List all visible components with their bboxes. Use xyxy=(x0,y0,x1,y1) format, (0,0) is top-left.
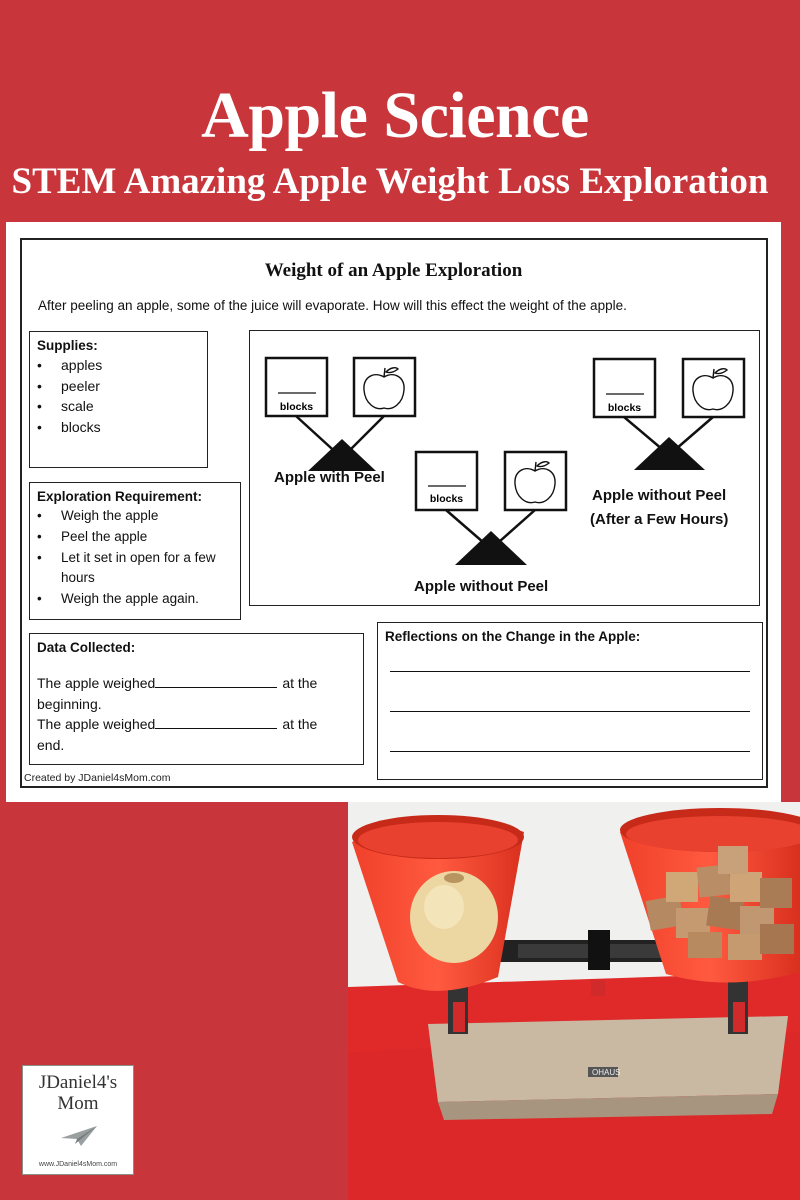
data-text: The apple weighed xyxy=(37,675,156,691)
list-item: • Let it set in open for a few hours xyxy=(37,548,240,590)
data-line-2 xyxy=(37,714,363,735)
apple-icon xyxy=(515,462,555,503)
reflection-line xyxy=(390,751,750,752)
blocks-label: blocks xyxy=(607,402,642,414)
supplies-box xyxy=(29,331,208,468)
data-line-1 xyxy=(37,673,363,694)
logo-line-1: JDaniel4's xyxy=(38,1072,118,1093)
apple-icon xyxy=(364,368,404,409)
data-line-2-cont: end. xyxy=(37,736,65,753)
apple-icon xyxy=(693,369,733,410)
apple-pan-box-3 xyxy=(683,359,744,417)
scale-label-after-hours-sub: (After a Few Hours) xyxy=(590,511,729,528)
exploration-box xyxy=(29,482,241,620)
exploration-heading: Exploration Requirement: xyxy=(37,489,203,504)
balance-scale-photo xyxy=(348,802,800,1200)
data-heading: Data Collected: xyxy=(37,640,136,655)
list-item: • Peel the apple xyxy=(37,527,240,548)
scale-brand: OHAUS xyxy=(592,1068,621,1077)
reflection-line xyxy=(390,711,750,712)
exploration-list xyxy=(37,506,240,610)
logo-url: www.JDaniel4sMom.com xyxy=(38,1161,118,1168)
blank-line xyxy=(155,715,277,729)
apple-pan-box-2 xyxy=(505,452,566,510)
data-collected-box xyxy=(29,633,364,765)
page-subtitle: STEM Amazing Apple Weight Loss Exploration xyxy=(11,161,769,202)
reflections-box xyxy=(377,622,763,780)
worksheet-intro: After peeling an apple, some of the juice will evaporate. How will this effect the weight of the apple. xyxy=(38,298,627,313)
reflections-heading: Reflections on the Change in the Apple: xyxy=(385,629,641,644)
reflection-line xyxy=(390,671,750,672)
supplies-list xyxy=(37,355,207,437)
data-text: at the xyxy=(282,716,318,732)
worksheet-title: Weight of an Apple Exploration xyxy=(264,260,523,281)
list-item: • Weigh the apple again. xyxy=(37,589,240,610)
blank-line xyxy=(155,674,277,688)
list-item: • blocks xyxy=(37,417,207,438)
balance-scale-illustration xyxy=(348,802,800,1200)
paper-plane-icon xyxy=(59,1124,99,1148)
data-line-1-cont: beginning. xyxy=(37,695,102,712)
fulcrum-3 xyxy=(634,437,705,470)
data-text: The apple weighed xyxy=(37,716,156,732)
brand-logo xyxy=(22,1065,134,1175)
scale-label-apple-without-peel: Apple without Peel xyxy=(414,578,549,595)
scale-label-apple-with-peel: Apple with Peel xyxy=(274,469,385,486)
logo-line-2: Mom xyxy=(57,1093,99,1114)
list-item: • apples xyxy=(37,355,207,376)
apple-pan-box-1 xyxy=(354,358,415,416)
supplies-heading: Supplies: xyxy=(37,338,98,353)
scale-label-after-hours: Apple without Peel xyxy=(592,487,727,504)
credit-text: Created by JDaniel4sMom.com xyxy=(24,772,171,784)
fulcrum-2 xyxy=(455,531,527,565)
list-item: • scale xyxy=(37,396,207,417)
scale-diagram-box xyxy=(249,330,760,606)
blocks-label: blocks xyxy=(429,493,464,505)
page-title: Apple Science xyxy=(201,79,589,152)
worksheet xyxy=(6,222,781,802)
blocks-label: blocks xyxy=(279,401,314,413)
list-item: • Weigh the apple xyxy=(37,506,240,527)
list-item: • peeler xyxy=(37,376,207,397)
fulcrum-1 xyxy=(308,439,376,471)
data-text: at the xyxy=(282,675,318,691)
